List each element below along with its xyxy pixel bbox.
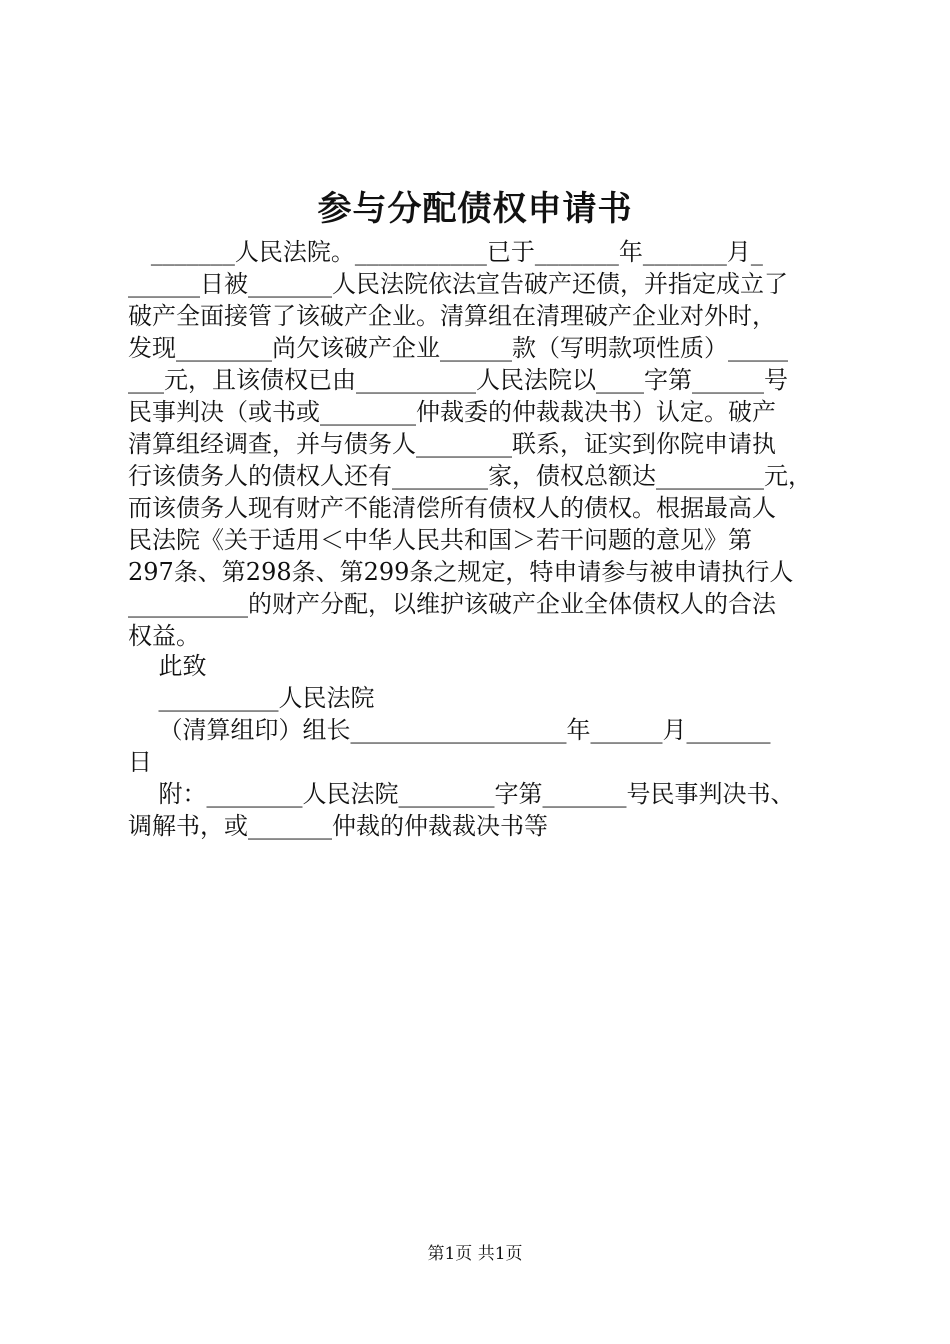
body-line-3: 破产全面接管了该破产企业。清算组在清理破产企业对外时，: [128, 302, 776, 330]
body-line-8: 行该债务人的债权人还有________家，债权总额达_________元，: [128, 462, 812, 490]
body-line-5: ___元，且该债权已由__________人民法院以____字第______号: [128, 366, 788, 394]
body-line-4: 发现________尚欠该破产企业______款（写明款项性质）_____: [128, 334, 788, 362]
signature-line: （清算组印）组长__________________年______月_______: [128, 716, 771, 744]
document-title: 参与分配债权申请书: [317, 189, 633, 229]
body-line-2: ______日被_______人民法院依法宣告破产还债，并指定成立了: [128, 270, 788, 298]
body-line-11: 297条、第298条、第299条之规定，特申请参与被申请执行人: [128, 558, 794, 586]
page-footer: 第1页 共1页: [427, 1244, 523, 1264]
attachment-line-2: 调解书，或_______仲裁的仲裁裁决书等: [128, 812, 548, 840]
salutation-line: 此致: [128, 652, 207, 680]
body-line-13: 权益。: [128, 622, 200, 650]
body-line-10: 民法院《关于适用＜中华人民共和国＞若干问题的意见》第: [128, 526, 752, 554]
body-line-12: __________的财产分配，以维护该破产企业全体债权人的合法: [128, 590, 776, 618]
body-line-1: _______人民法院。___________已于_______年_______月_: [128, 238, 763, 266]
body-line-7: 清算组经调查，并与债务人________联系，证实到你院申请执: [128, 430, 776, 458]
signature-date-day: 日: [128, 748, 152, 776]
body-line-9: 而该债务人现有财产不能清偿所有债权人的债权。根据最高人: [128, 494, 776, 522]
body-line-6: 民事判决（或书或________仲裁委的仲裁裁决书）认定。破产: [128, 398, 776, 426]
attachment-line-1: 附：________人民法院________字第_______号民事判决书、: [128, 780, 795, 808]
recipient-court-line: __________人民法院: [128, 684, 375, 712]
